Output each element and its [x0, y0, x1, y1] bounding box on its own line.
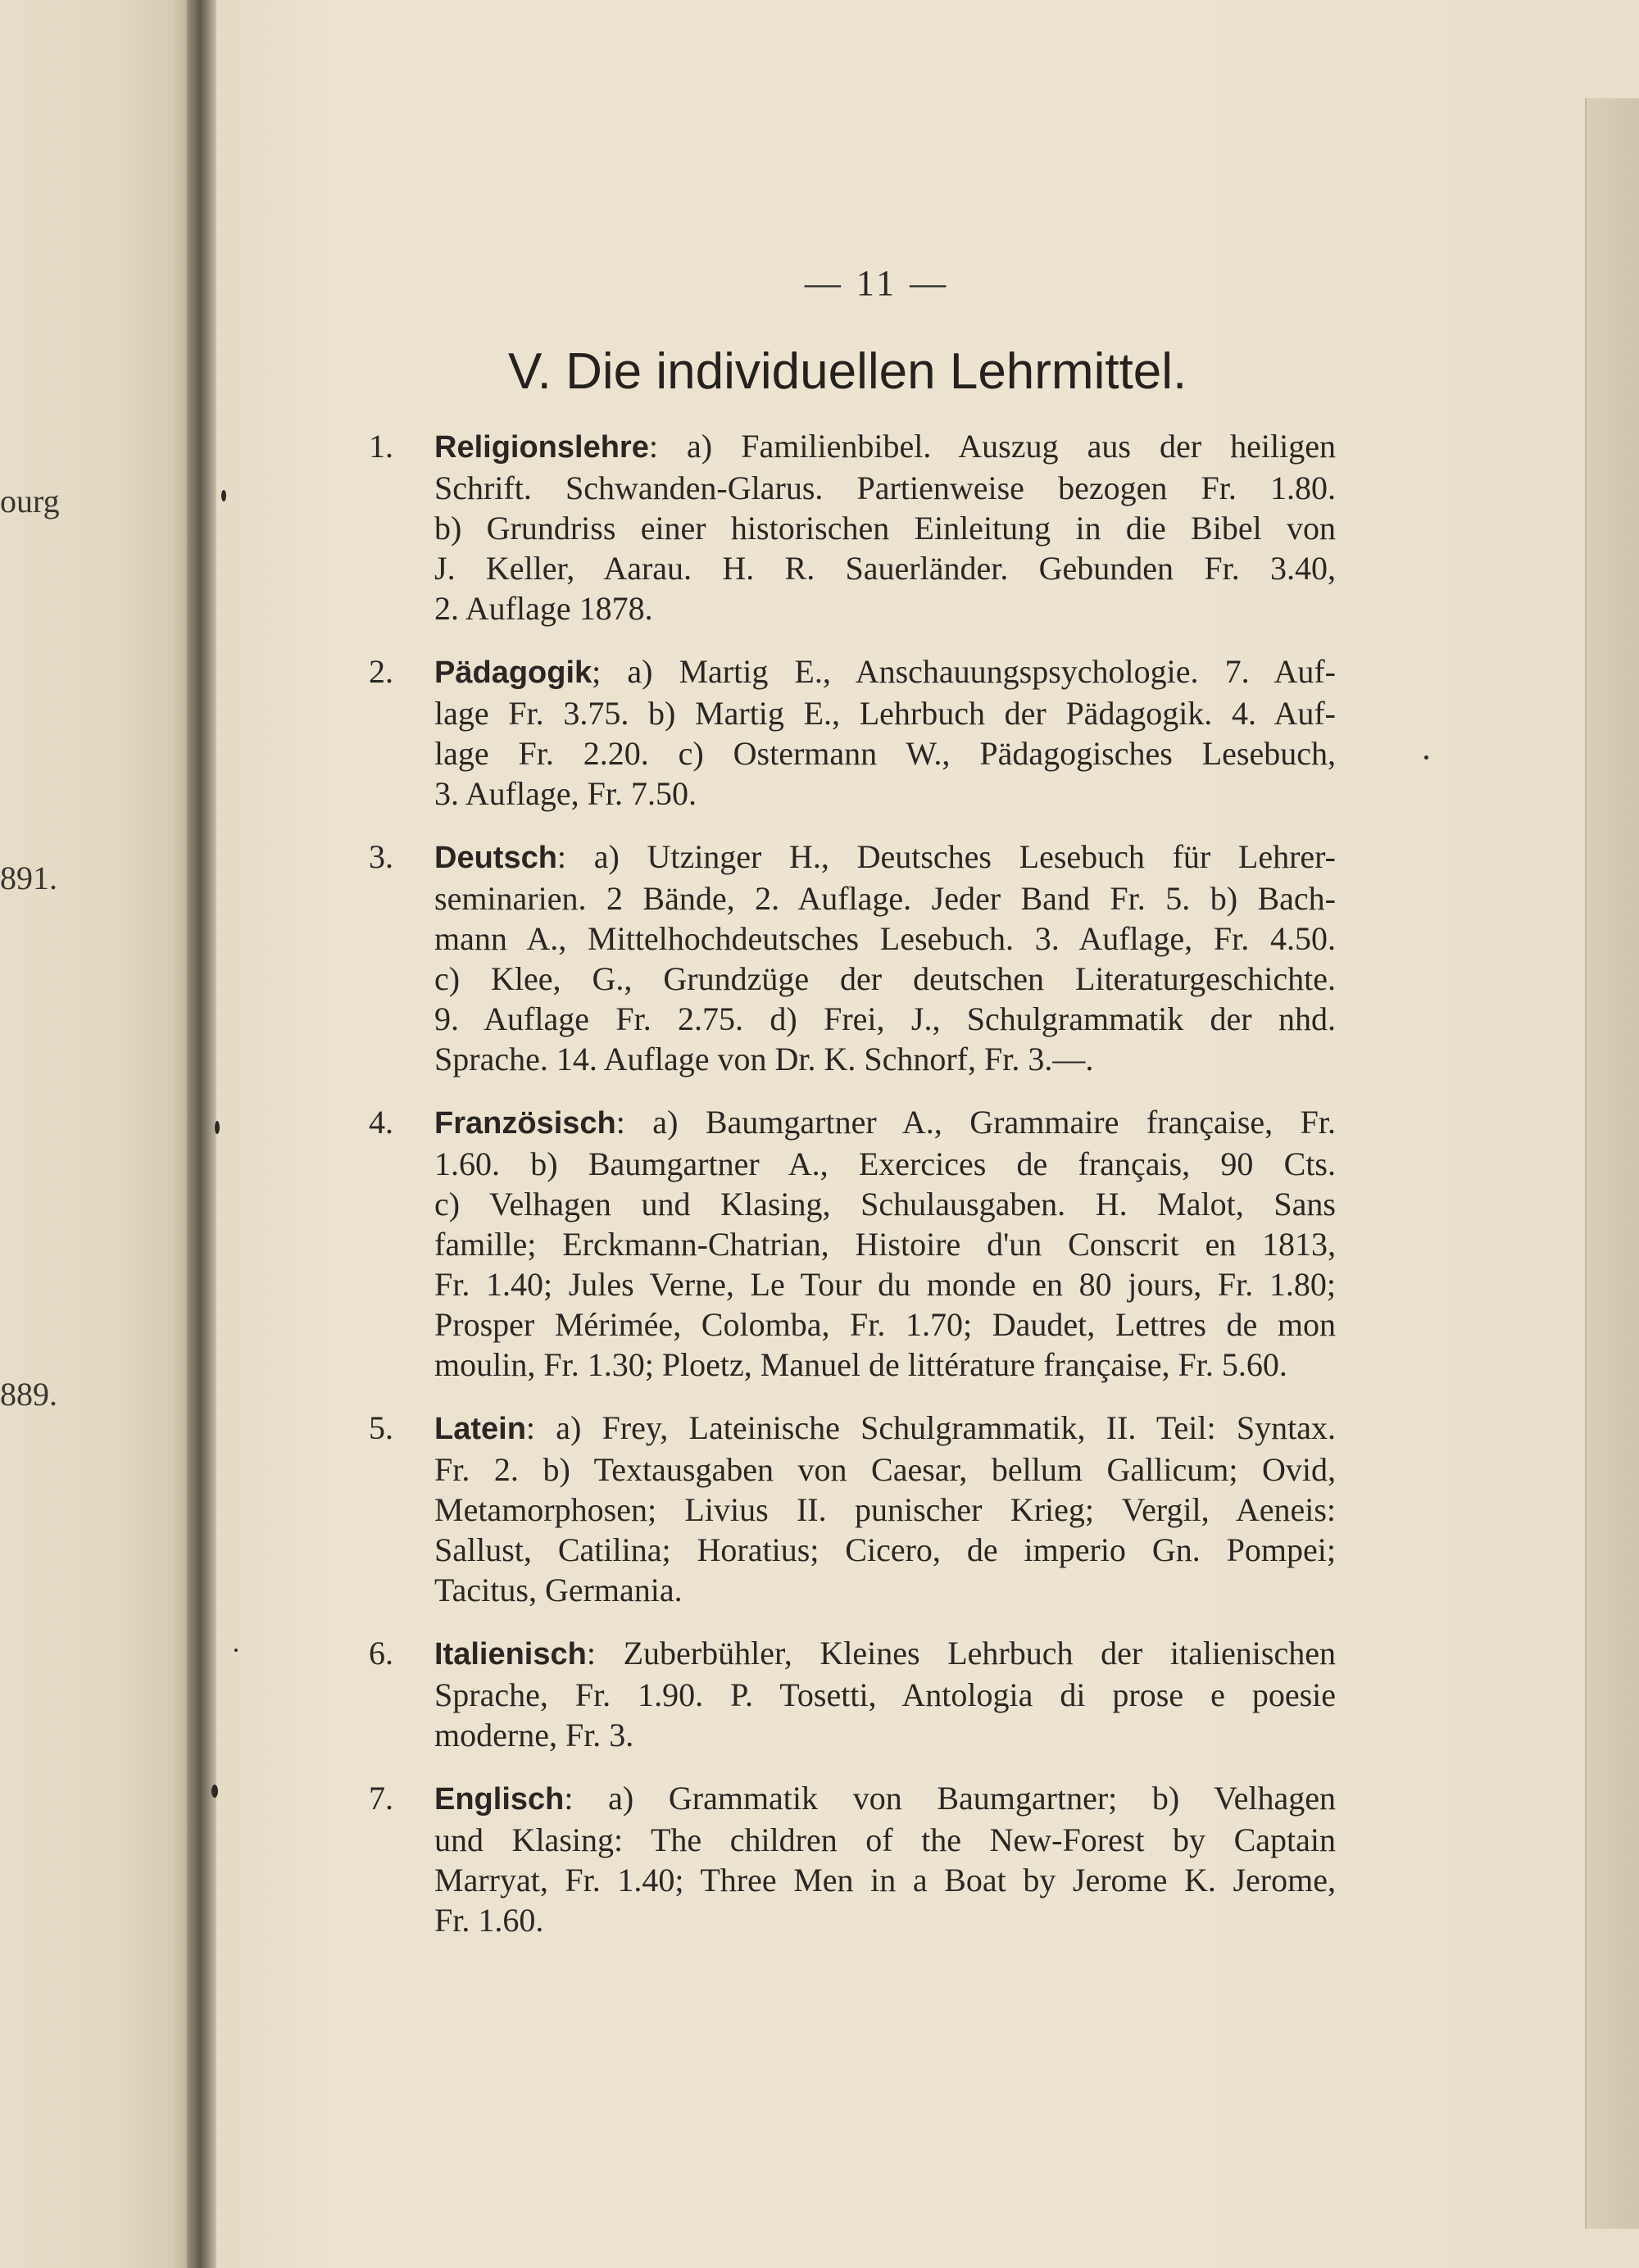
- item-line: famille; Erckmann-Chatrian, Histoire d'un Conscrit en 1813,: [434, 1226, 1336, 1263]
- item-line: Fr. 2. b) Textausgaben von Caesar, bellum Gallicum; Ovid,: [434, 1451, 1336, 1488]
- item-line: c) Velhagen und Klasing, Schulausgaben. H. Malot, Sans: [434, 1186, 1336, 1222]
- item-line: b) Grundriss einer historischen Einleitung in die Bibel von: [434, 510, 1336, 547]
- item-line: Fr. 1.40; Jules Verne, Le Tour du monde en 80 jours, Fr. 1.80;: [434, 1266, 1336, 1303]
- item-line: 3. Auflage, Fr. 7.50.: [434, 775, 697, 812]
- item-line: Metamorphosen; Livius II. punischer Krieg; Vergil, Aeneis:: [434, 1491, 1336, 1528]
- margin-speck: [234, 1649, 238, 1652]
- item-number: 5.: [369, 1409, 393, 1446]
- subject-label: Pädagogik: [434, 655, 592, 690]
- subject-list: [369, 426, 1336, 1963]
- item-number: 1.: [369, 428, 393, 465]
- item-line: : a) Frey, Lateinische Schulgrammatik, II. Teil: Syntax.: [525, 1409, 1336, 1446]
- book-gutter: [187, 0, 216, 2268]
- item-line: : a) Familienbibel. Auszug aus der heiligen: [648, 428, 1336, 465]
- subject-label: Italienisch: [434, 1637, 587, 1672]
- item-line: Sallust, Catilina; Horatius; Cicero, de imperio Gn. Pompei;: [434, 1531, 1336, 1568]
- item-line: Marryat, Fr. 1.40; Three Men in a Boat by Jerome K. Jerome,: [434, 1862, 1336, 1898]
- margin-fragment-2: 891.: [0, 860, 57, 896]
- item-line: mann A., Mittelhochdeutsches Lesebuch. 3. Auflage, Fr. 4.50.: [434, 920, 1336, 957]
- item-line: Fr. 1.60.: [434, 1902, 544, 1939]
- page-number: — 11 —: [804, 263, 950, 303]
- item-line: lage Fr. 2.20. c) Ostermann W., Pädagogisches Lesebuch,: [434, 735, 1336, 772]
- subject-label: Religionslehre: [434, 430, 649, 465]
- margin-speck: [215, 1121, 220, 1134]
- item-number: 2.: [369, 653, 393, 690]
- subject-label: Englisch: [434, 1782, 565, 1817]
- item-number: 4.: [369, 1104, 393, 1141]
- item-line: seminarien. 2 Bände, 2. Auflage. Jeder Band Fr. 5. b) Bach-: [434, 880, 1336, 917]
- item-line: 1.60. b) Baumgartner A., Exercices de français, 90 Cts.: [434, 1145, 1336, 1182]
- list-item-englisch: [369, 1778, 1336, 1940]
- item-line: lage Fr. 3.75. b) Martig E., Lehrbuch der Pädagogik. 4. Auf-: [434, 695, 1336, 732]
- item-number: 6.: [369, 1635, 393, 1672]
- page-edge: [1585, 98, 1639, 2229]
- list-item-latein: [369, 1408, 1336, 1610]
- item-line: : a) Utzinger H., Deutsches Lesebuch für Lehrer-: [556, 838, 1336, 875]
- list-item-italienisch: [369, 1633, 1336, 1755]
- item-number: 3.: [369, 838, 393, 875]
- item-line: ; a) Martig E., Anschauungspsychologie. 7. Auf-: [592, 653, 1336, 690]
- margin-speck: [221, 490, 226, 501]
- list-item-franzoesisch: [369, 1102, 1336, 1385]
- facing-page: [0, 0, 187, 2268]
- section-title: V. Die individuellen Lehrmittel.: [508, 343, 1187, 400]
- item-line: Sprache, Fr. 1.90. P. Tosetti, Antologia di prose e poesie: [434, 1676, 1336, 1713]
- subject-label: Latein: [434, 1412, 526, 1446]
- item-line: c) Klee, G., Grundzüge der deutschen Literaturgeschichte.: [434, 960, 1336, 997]
- item-line: Tacitus, Germania.: [434, 1572, 683, 1608]
- item-line: : a) Baumgartner A., Grammaire française, Fr.: [615, 1104, 1336, 1141]
- item-line: Schrift. Schwanden-Glarus. Partienweise bezogen Fr. 1.80.: [434, 469, 1336, 506]
- item-line: : a) Grammatik von Baumgartner; b) Velhagen: [564, 1780, 1336, 1817]
- item-line: moderne, Fr. 3.: [434, 1717, 634, 1753]
- item-line: Sprache. 14. Auflage von Dr. K. Schnorf, Fr. 3.—.: [434, 1041, 1094, 1077]
- margin-fragment-3: 889.: [0, 1376, 57, 1413]
- item-line: moulin, Fr. 1.30; Ploetz, Manuel de littérature française, Fr. 5.60.: [434, 1346, 1287, 1383]
- list-item-deutsch: [369, 837, 1336, 1079]
- margin-fragment-1: ourg: [0, 483, 60, 519]
- subject-label: Deutsch: [434, 841, 557, 875]
- list-item-paedagogik: [369, 651, 1336, 814]
- item-line: 2. Auflage 1878.: [434, 590, 653, 627]
- item-line: 9. Auflage Fr. 2.75. d) Frei, J., Schulgrammatik der nhd.: [434, 1000, 1336, 1037]
- margin-speck: [211, 1785, 218, 1798]
- item-number: 7.: [369, 1780, 393, 1817]
- item-line: J. Keller, Aarau. H. R. Sauerländer. Gebunden Fr. 3.40,: [434, 550, 1336, 587]
- subject-label: Französisch: [434, 1106, 616, 1141]
- item-line: und Klasing: The children of the New-Forest by Captain: [434, 1821, 1336, 1858]
- item-line: : Zuberbühler, Kleines Lehrbuch der italienischen: [586, 1635, 1336, 1672]
- item-line: Prosper Mérimée, Colomba, Fr. 1.70; Daudet, Lettres de mon: [434, 1306, 1336, 1343]
- list-item-religion: [369, 426, 1336, 628]
- margin-speck: [1424, 755, 1428, 760]
